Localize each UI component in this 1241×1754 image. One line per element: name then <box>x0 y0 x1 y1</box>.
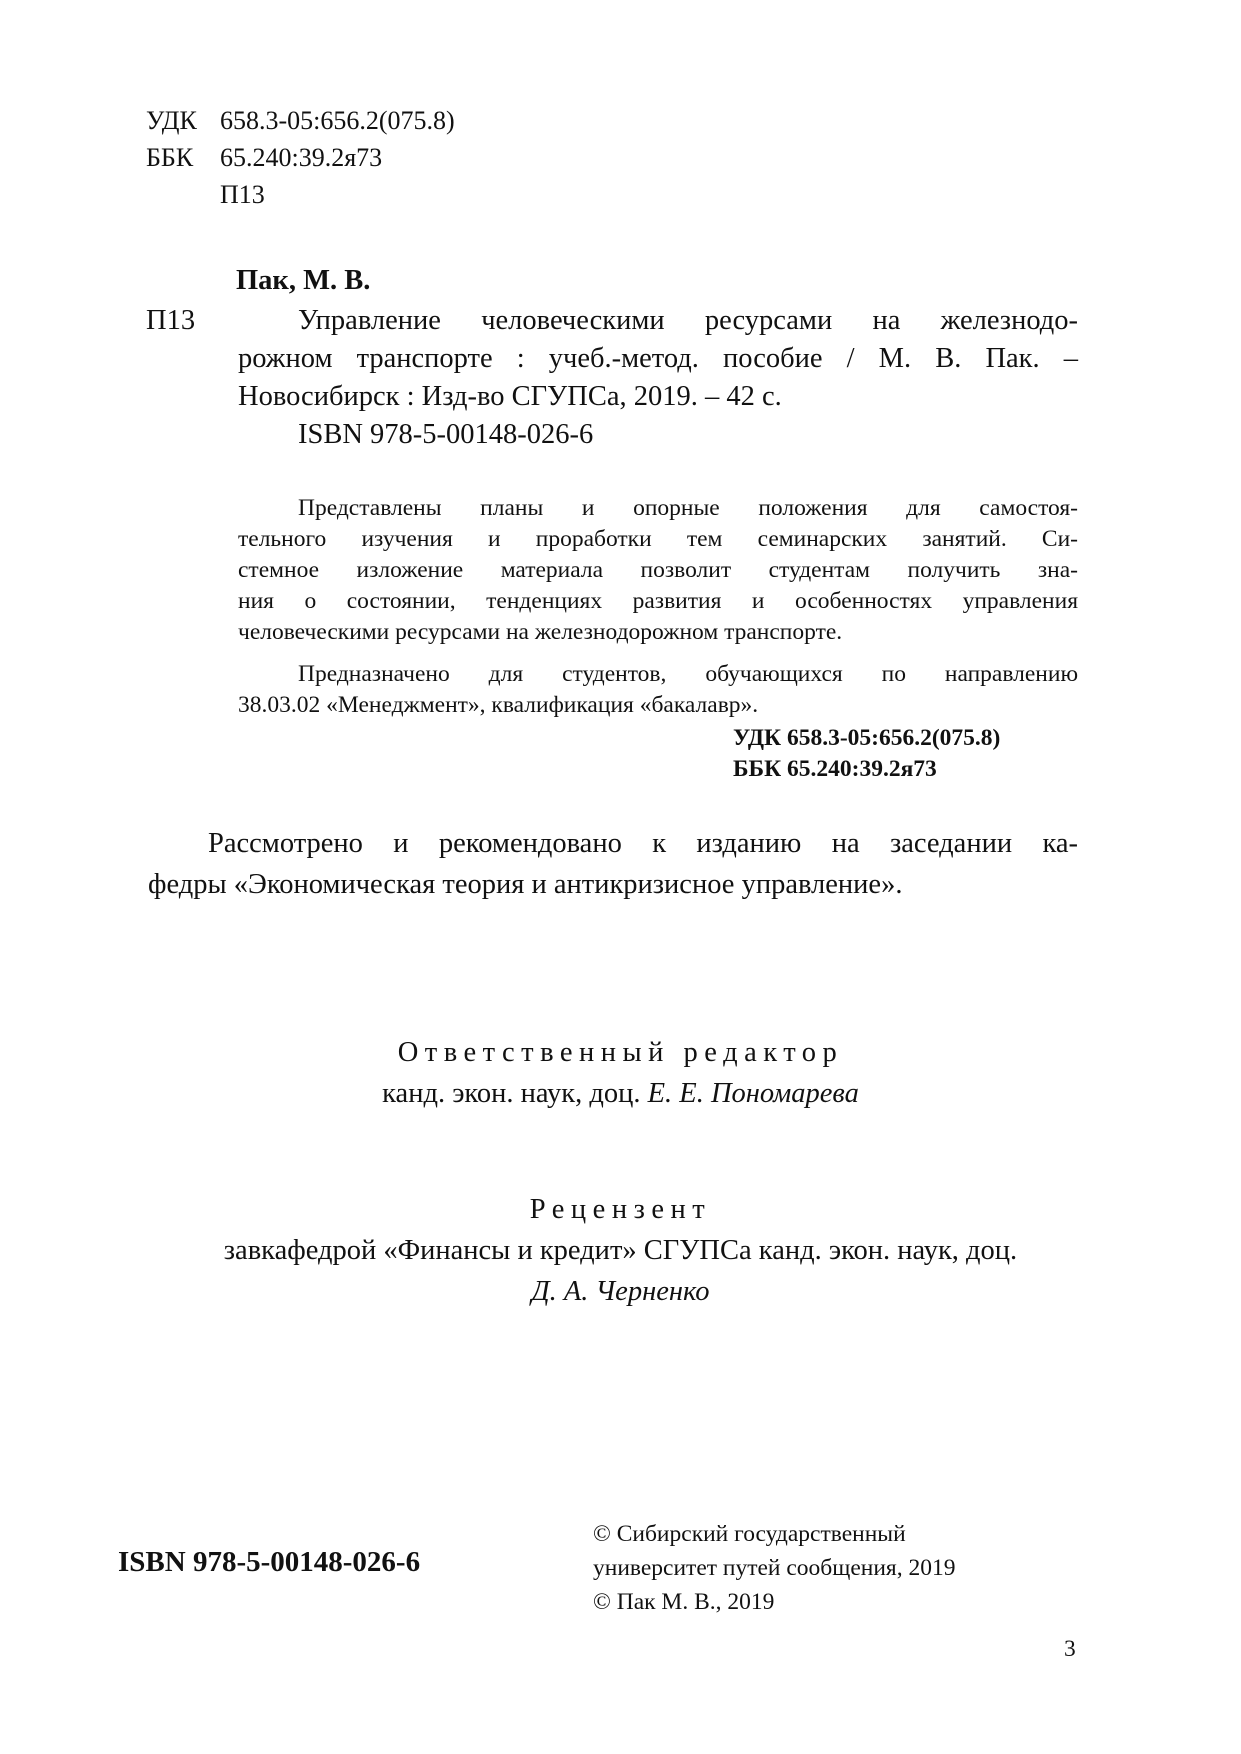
reviewer-name: Д. А. Черненко <box>531 1276 710 1307</box>
copyright-line-1: © Сибирский государственный <box>593 1521 906 1547</box>
bib-line-2: рожном транспорте : учеб.-метод. пособие / М. В. Пак. – <box>238 343 1078 374</box>
udk-code: 658.3-05:656.2(075.8) <box>220 106 455 135</box>
annotation-line-1: Представлены планы и опорные положения для самостоя- <box>298 495 1078 521</box>
author-heading: Пак, М. В. <box>236 265 371 296</box>
approval-line-2: федры «Экономическая теория и антикризисное управление». <box>148 869 903 900</box>
annotation-line-3: стемное изложение материала позволит студентам получить зна- <box>238 557 1078 583</box>
author-sign-record: П13 <box>146 305 196 336</box>
annotation-bbk: ББК 65.240:39.2я73 <box>733 756 937 782</box>
reviewer-role: Рецензент <box>529 1194 712 1225</box>
annotation-udk: УДК 658.3-05:656.2(075.8) <box>733 725 1001 751</box>
copyright-line-3: © Пак М. В., 2019 <box>593 1589 775 1615</box>
annotation-line-5: человеческими ресурсами на железнодорожном транспорте. <box>238 619 843 645</box>
bbk-code: 65.240:39.2я73 <box>220 143 383 172</box>
udk-label: УДК <box>146 106 197 135</box>
bbk-label: ББК <box>146 143 194 172</box>
bib-isbn: ISBN 978-5-00148-026-6 <box>298 419 594 450</box>
reviewer-title: завкафедрой «Финансы и кредит» СГУПСа канд. экон. наук, доц. <box>223 1235 1018 1266</box>
annotation-line-7: 38.03.02 «Менеджмент», квалификация «бакалавр». <box>238 692 759 718</box>
editor-line <box>0 1075 1241 1113</box>
footer-isbn: ISBN 978-5-00148-026-6 <box>118 1546 421 1578</box>
author-sign-top: П13 <box>220 180 265 209</box>
editor-role: Ответственный редактор <box>397 1037 844 1068</box>
annotation-line-4: ния о состоянии, тенденциях развития и особенностях управления <box>238 588 1078 614</box>
bib-line-3: Новосибирск : Изд-во СГУПСа, 2019. – 42 с. <box>238 381 782 412</box>
page-number: 3 <box>1064 1636 1076 1662</box>
annotation-line-6: Предназначено для студентов, обучающихся по направлению <box>298 661 1078 687</box>
editor-name: Е. Е. Пономарева <box>647 1078 859 1109</box>
approval-line-1: Рассмотрено и рекомендовано к изданию на заседании ка- <box>208 828 1078 859</box>
copyright-line-2: университет путей сообщения, 2019 <box>593 1555 956 1581</box>
bib-line-1: Управление человеческими ресурсами на железнодо- <box>298 305 1078 336</box>
annotation-line-2: тельного изучения и проработки тем семинарских занятий. Си- <box>238 526 1078 552</box>
editor-title: канд. экон. наук, доц. <box>382 1078 641 1109</box>
